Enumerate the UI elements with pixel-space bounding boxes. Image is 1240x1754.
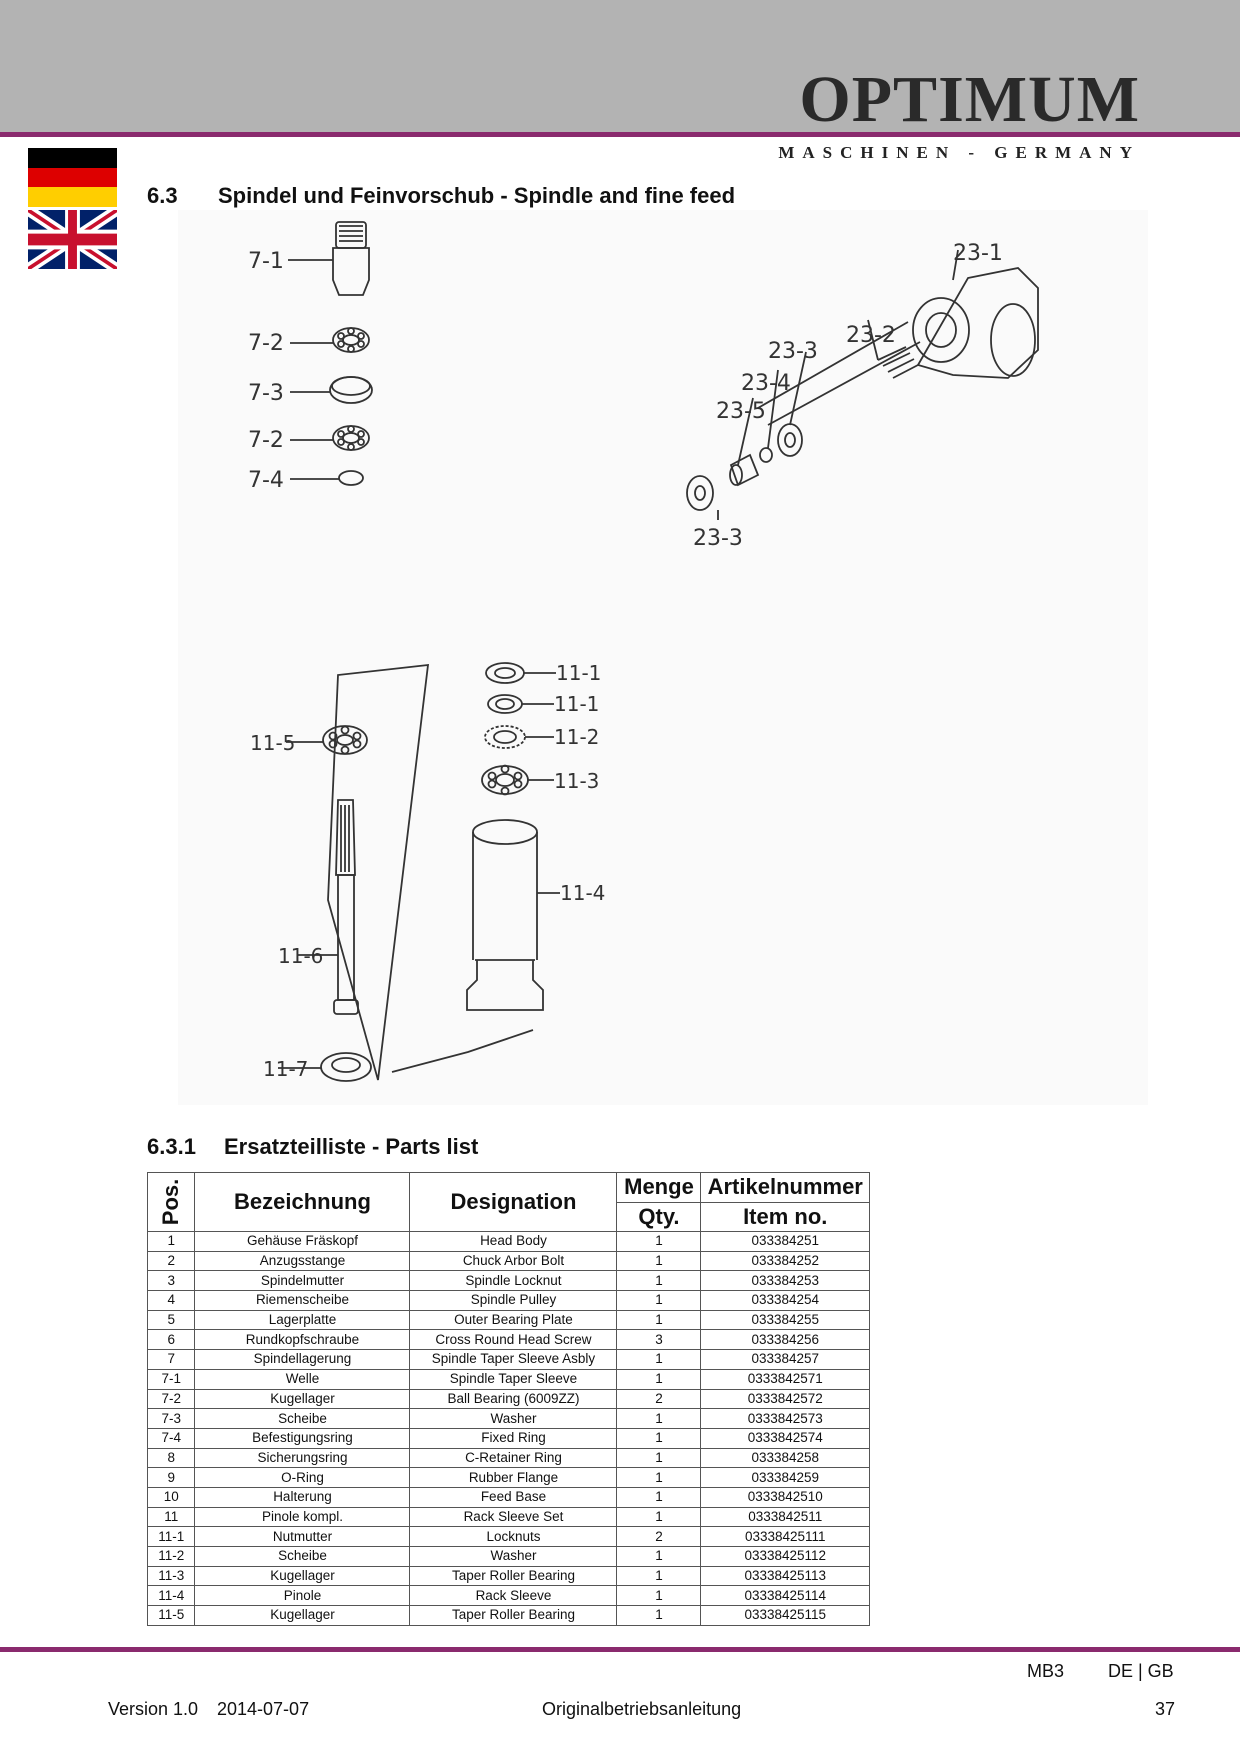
- cell-bezeichnung: Spindellagerung: [195, 1350, 410, 1370]
- cell-item-no: 0333842574: [701, 1428, 870, 1448]
- cell-qty: 3: [617, 1330, 701, 1350]
- cell-designation: Spindle Locknut: [410, 1271, 617, 1291]
- cell-qty: 1: [617, 1271, 701, 1291]
- table-row: [148, 1330, 870, 1350]
- cell-designation: Rack Sleeve Set: [410, 1507, 617, 1527]
- german-flag-icon: [28, 148, 117, 207]
- cell-item-no: 033384254: [701, 1291, 870, 1311]
- cell-designation: Outer Bearing Plate: [410, 1310, 617, 1330]
- cell-qty: 1: [617, 1369, 701, 1389]
- cell-pos: 6: [148, 1330, 195, 1350]
- cell-item-no: 033384252: [701, 1251, 870, 1271]
- cell-designation: Spindle Pulley: [410, 1291, 617, 1311]
- cell-bezeichnung: Sicherungsring: [195, 1448, 410, 1468]
- cell-pos: 7: [148, 1350, 195, 1370]
- cell-qty: 1: [617, 1310, 701, 1330]
- uk-flag-icon: [28, 210, 117, 269]
- table-row: [148, 1369, 870, 1389]
- cell-item-no: 03338425114: [701, 1586, 870, 1606]
- cell-bezeichnung: Pinole: [195, 1586, 410, 1606]
- cell-designation: C-Retainer Ring: [410, 1448, 617, 1468]
- table-row: [148, 1566, 870, 1586]
- cell-designation: Taper Roller Bearing: [410, 1566, 617, 1586]
- cell-item-no: 033384255: [701, 1310, 870, 1330]
- model-label: MB3: [1027, 1661, 1065, 1681]
- cell-bezeichnung: Anzugsstange: [195, 1251, 410, 1271]
- cell-item-no: 0333842510: [701, 1487, 870, 1507]
- cell-pos: 11-1: [148, 1527, 195, 1547]
- logo: OPTIMUM: [799, 63, 1140, 136]
- cell-bezeichnung: Nutmutter: [195, 1527, 410, 1547]
- cell-qty: 1: [617, 1350, 701, 1370]
- cell-qty: 1: [617, 1468, 701, 1488]
- cell-designation: Fixed Ring: [410, 1428, 617, 1448]
- cell-item-no: 033384256: [701, 1330, 870, 1350]
- exploded-view-drawing: [178, 210, 1148, 1105]
- cell-pos: 7-1: [148, 1369, 195, 1389]
- cell-qty: 1: [617, 1232, 701, 1252]
- cell-pos: 4: [148, 1291, 195, 1311]
- column-header-artikelnummer: Artikelnummer: [701, 1173, 870, 1203]
- cell-designation: Spindle Taper Sleeve: [410, 1369, 617, 1389]
- cell-pos: 7-4: [148, 1428, 195, 1448]
- cell-designation: Taper Roller Bearing: [410, 1606, 617, 1626]
- callout-23-3a: 23-3: [768, 339, 818, 364]
- cell-designation: Cross Round Head Screw: [410, 1330, 617, 1350]
- cell-designation: Chuck Arbor Bolt: [410, 1251, 617, 1271]
- cell-designation: Rack Sleeve: [410, 1586, 617, 1606]
- footer-divider: [0, 1647, 1240, 1652]
- cell-qty: 1: [617, 1507, 701, 1527]
- subsection-title: Ersatzteilliste - Parts list: [224, 1134, 479, 1159]
- callout-7-3: 7-3: [248, 381, 284, 406]
- cell-item-no: 03338425113: [701, 1566, 870, 1586]
- cell-qty: 1: [617, 1547, 701, 1567]
- logo-subtitle: MASCHINEN - GERMANY: [778, 143, 1140, 162]
- spindle-shaft-group: [278, 665, 428, 1081]
- callout-7-4: 7-4: [248, 468, 284, 493]
- cell-item-no: 03338425112: [701, 1547, 870, 1567]
- cell-pos: 2: [148, 1251, 195, 1271]
- cell-bezeichnung: Rundkopfschraube: [195, 1330, 410, 1350]
- document-type-label: Originalbetriebsanleitung: [542, 1699, 742, 1719]
- cell-bezeichnung: Scheibe: [195, 1547, 410, 1567]
- callout-7-2b: 7-2: [248, 428, 284, 453]
- cell-item-no: 033384259: [701, 1468, 870, 1488]
- subsection-number: 6.3.1: [147, 1134, 196, 1159]
- cell-pos: 8: [148, 1448, 195, 1468]
- cell-item-no: 0333842572: [701, 1389, 870, 1409]
- cell-pos: 11-5: [148, 1606, 195, 1626]
- callout-23-5: 23-5: [716, 399, 766, 424]
- cell-bezeichnung: Pinole kompl.: [195, 1507, 410, 1527]
- cell-item-no: 03338425111: [701, 1527, 870, 1547]
- table-row: [148, 1271, 870, 1291]
- column-header-item-no: Item no.: [701, 1202, 870, 1232]
- cell-pos: 11-3: [148, 1566, 195, 1586]
- cell-item-no: 0333842571: [701, 1369, 870, 1389]
- page-number: 37: [1155, 1699, 1176, 1719]
- table-row: [148, 1448, 870, 1468]
- callout-7-1: 7-1: [248, 249, 284, 274]
- cell-designation: Locknuts: [410, 1527, 617, 1547]
- table-row: [148, 1232, 870, 1252]
- cell-bezeichnung: Kugellager: [195, 1606, 410, 1626]
- rack-sleeve-group: [392, 663, 560, 1072]
- callout-23-1: 23-1: [953, 241, 1003, 266]
- cell-item-no: 03338425115: [701, 1606, 870, 1626]
- cell-pos: 5: [148, 1310, 195, 1330]
- cell-bezeichnung: Lagerplatte: [195, 1310, 410, 1330]
- callout-11-6: 11-6: [278, 944, 324, 968]
- fine-feed-shaft-group: [687, 250, 1038, 520]
- table-row: [148, 1409, 870, 1429]
- column-header-menge: Menge: [617, 1173, 701, 1203]
- column-header-designation: Designation: [410, 1173, 617, 1232]
- table-row: [148, 1291, 870, 1311]
- cell-pos: 11-2: [148, 1547, 195, 1567]
- cell-qty: 1: [617, 1291, 701, 1311]
- cell-qty: 2: [617, 1389, 701, 1409]
- table-row: [148, 1606, 870, 1626]
- date-label: 2014-07-07: [217, 1699, 310, 1719]
- cell-item-no: 033384257: [701, 1350, 870, 1370]
- table-row: [148, 1428, 870, 1448]
- cell-qty: 1: [617, 1566, 701, 1586]
- cell-pos: 3: [148, 1271, 195, 1291]
- cell-pos: 10: [148, 1487, 195, 1507]
- cell-bezeichnung: Kugellager: [195, 1566, 410, 1586]
- language-label: DE | GB: [1108, 1661, 1174, 1681]
- section-title: Spindel und Feinvorschub - Spindle and fine feed: [218, 183, 736, 208]
- callout-7-2a: 7-2: [248, 331, 284, 356]
- cell-designation: Washer: [410, 1547, 617, 1567]
- callout-23-3b: 23-3: [693, 526, 743, 551]
- callout-23-4: 23-4: [741, 371, 791, 396]
- table-row: [148, 1547, 870, 1567]
- spindle-taper-sleeve-group: [288, 222, 372, 485]
- callout-11-5: 11-5: [250, 731, 296, 755]
- callout-23-2: 23-2: [846, 323, 896, 348]
- cell-qty: 1: [617, 1487, 701, 1507]
- cell-bezeichnung: Halterung: [195, 1487, 410, 1507]
- cell-designation: Feed Base: [410, 1487, 617, 1507]
- cell-bezeichnung: Welle: [195, 1369, 410, 1389]
- callout-11-1b: 11-1: [554, 692, 600, 716]
- callout-11-7: 11-7: [263, 1057, 309, 1081]
- cell-pos: 7-2: [148, 1389, 195, 1409]
- cell-bezeichnung: Riemenscheibe: [195, 1291, 410, 1311]
- cell-item-no: 033384253: [701, 1271, 870, 1291]
- cell-pos: 1: [148, 1232, 195, 1252]
- cell-qty: 1: [617, 1428, 701, 1448]
- cell-bezeichnung: Befestigungsring: [195, 1428, 410, 1448]
- cell-bezeichnung: Kugellager: [195, 1389, 410, 1409]
- cell-designation: Rubber Flange: [410, 1468, 617, 1488]
- cell-qty: 2: [617, 1527, 701, 1547]
- callout-11-4: 11-4: [560, 881, 606, 905]
- cell-bezeichnung: O-Ring: [195, 1468, 410, 1488]
- cell-pos: 11-4: [148, 1586, 195, 1606]
- cell-qty: 1: [617, 1586, 701, 1606]
- cell-qty: 1: [617, 1409, 701, 1429]
- version-label: Version 1.0: [108, 1699, 199, 1719]
- cell-designation: Head Body: [410, 1232, 617, 1252]
- table-row: [148, 1310, 870, 1330]
- cell-bezeichnung: Scheibe: [195, 1409, 410, 1429]
- callout-11-3: 11-3: [554, 769, 600, 793]
- table-row: [148, 1468, 870, 1488]
- table-row: [148, 1586, 870, 1606]
- cell-item-no: 033384258: [701, 1448, 870, 1468]
- callout-11-2: 11-2: [554, 725, 600, 749]
- cell-pos: 11: [148, 1507, 195, 1527]
- table-row: [148, 1389, 870, 1409]
- table-row: [148, 1487, 870, 1507]
- column-header-pos: Pos.: [148, 1173, 195, 1232]
- cell-pos: 9: [148, 1468, 195, 1488]
- table-row: [148, 1350, 870, 1370]
- table-row: [148, 1527, 870, 1547]
- cell-designation: Ball Bearing (6009ZZ): [410, 1389, 617, 1409]
- cell-bezeichnung: Spindelmutter: [195, 1271, 410, 1291]
- table-row: [148, 1507, 870, 1527]
- cell-item-no: 0333842511: [701, 1507, 870, 1527]
- cell-qty: 1: [617, 1606, 701, 1626]
- cell-bezeichnung: Gehäuse Fräskopf: [195, 1232, 410, 1252]
- column-header-bezeichnung: Bezeichnung: [195, 1173, 410, 1232]
- cell-designation: Spindle Taper Sleeve Asbly: [410, 1350, 617, 1370]
- cell-qty: 1: [617, 1251, 701, 1271]
- section-number: 6.3: [147, 183, 178, 208]
- cell-qty: 1: [617, 1448, 701, 1468]
- callout-11-1a: 11-1: [556, 661, 602, 685]
- cell-designation: Washer: [410, 1409, 617, 1429]
- cell-item-no: 0333842573: [701, 1409, 870, 1429]
- cell-item-no: 033384251: [701, 1232, 870, 1252]
- column-header-qty: Qty.: [617, 1202, 701, 1232]
- cell-pos: 7-3: [148, 1409, 195, 1429]
- table-row: [148, 1251, 870, 1271]
- parts-list-table: [147, 1172, 870, 1626]
